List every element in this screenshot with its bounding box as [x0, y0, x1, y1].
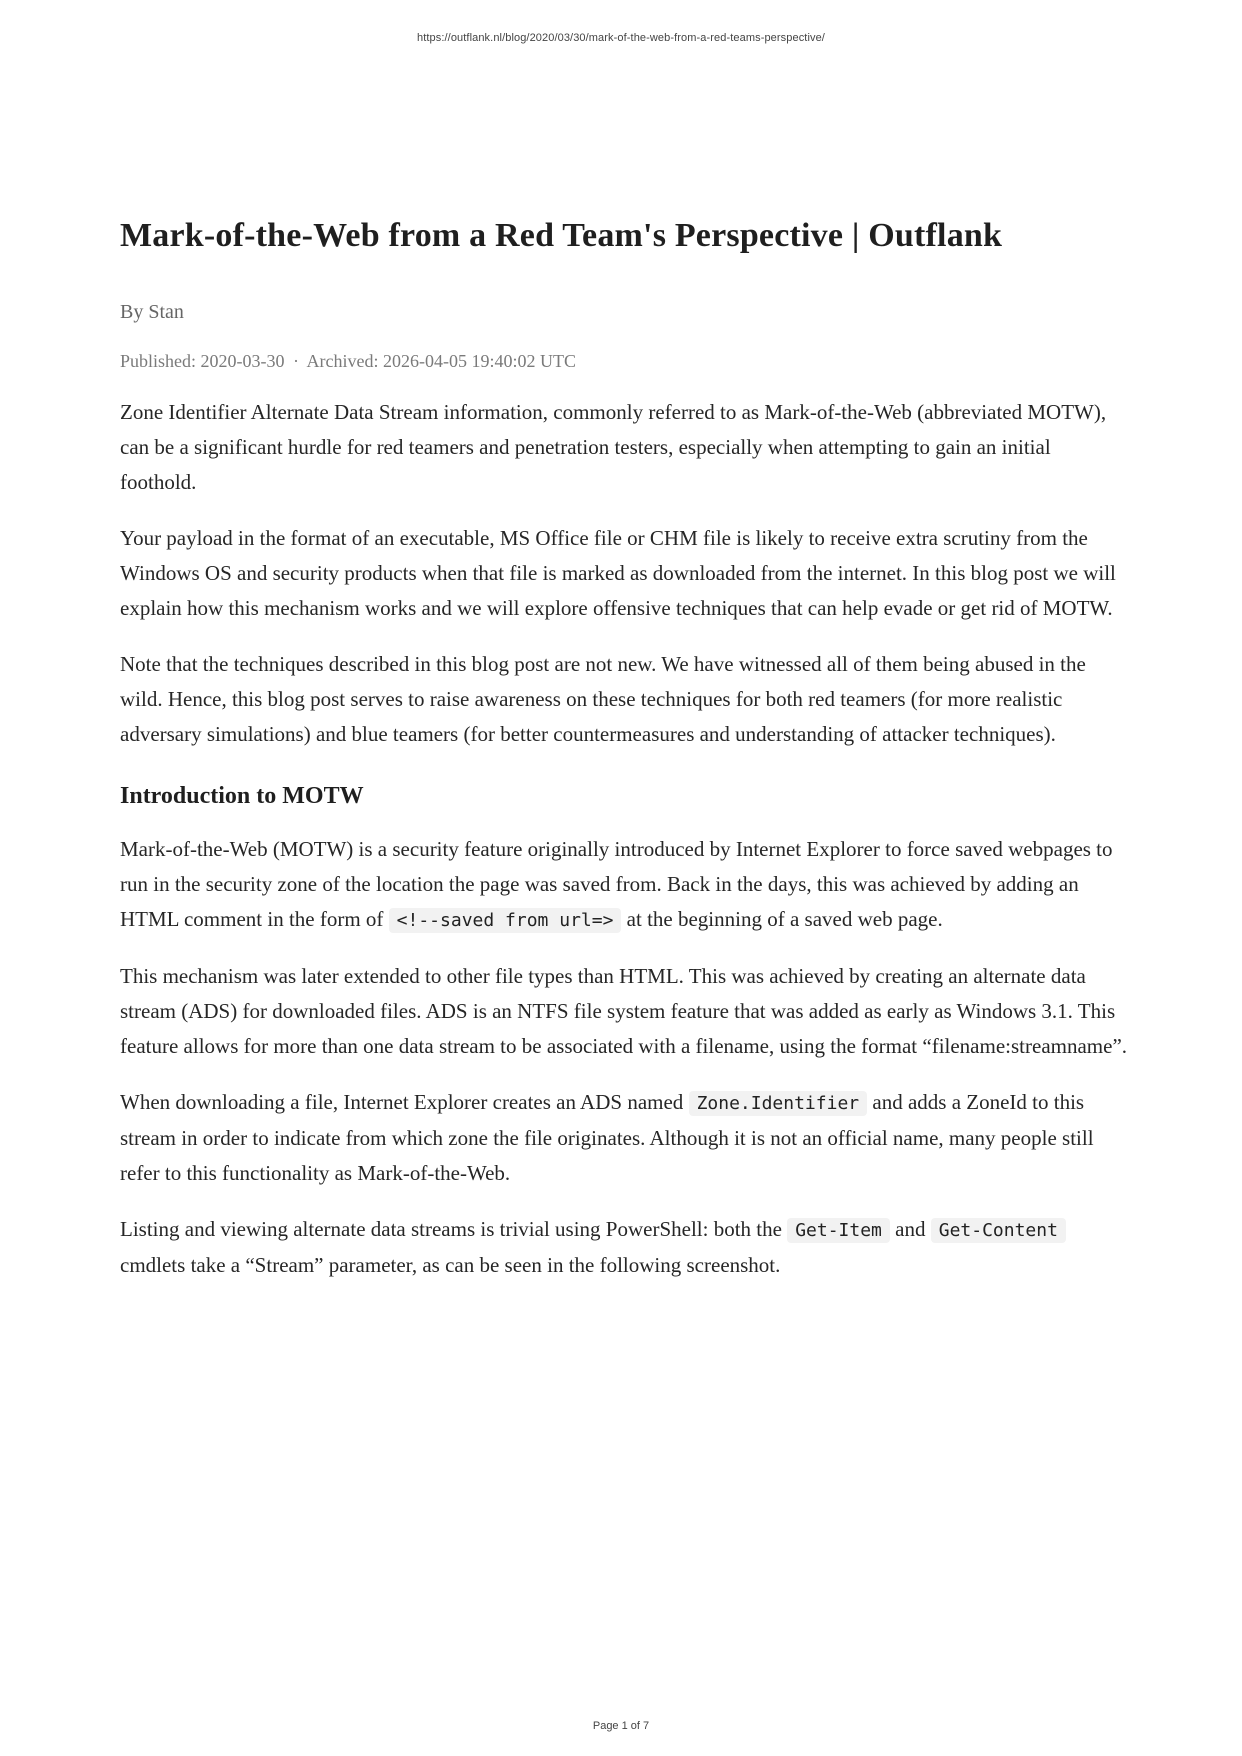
inline-code-saved-from-url: <!--saved from url=>	[389, 908, 622, 933]
motw-paragraph-3	[120, 1085, 1130, 1191]
article	[120, 214, 1130, 1304]
author-byline: By Stan	[120, 301, 184, 323]
motw-paragraph-4	[120, 1212, 1130, 1283]
paragraph-text: When downloading a file, Internet Explorer creates an ADS named	[120, 1090, 689, 1114]
published-date: Published: 2020-03-30	[120, 351, 285, 371]
article-meta	[120, 347, 1130, 375]
page-url: https://outflank.nl/blog/2020/03/30/mark-of-the-web-from-a-red-teams-perspective/	[417, 32, 825, 44]
paragraph-text: Mark-of-the-Web (MOTW) is a security feature originally introduced by Internet Explorer to force saved webpages to run in the security zone of the location the page was saved from. Back in the days, this was achieved by adding an HTML comment in the form of	[120, 837, 1113, 931]
motw-paragraph-2: This mechanism was later extended to other file types than HTML. This was achieved by creating an alternate data stream (ADS) for downloaded files. ADS is an NTFS file system feature that was added as early as Windows 3.1. This feature allows for more than one data stream to be associated with a filename, using the format “filename:streamname”.	[120, 964, 1128, 1058]
intro-paragraph: Your payload in the format of an executable, MS Office file or CHM file is likely to receive extra scrutiny from the Windows OS and security products when that file is marked as downloaded from the internet. In this blog post we will explain how this mechanism works and we will explore offensive techniques that can help evade or get rid of MOTW.	[120, 526, 1116, 620]
paragraph-text: and adds a ZoneId to this stream in order to indicate from which zone the file originates. Although it is not an official name, many people still refer to this functionality as Mark-of-the-Web.	[120, 1090, 1094, 1185]
inline-code-get-content: Get-Content	[931, 1218, 1066, 1243]
intro-paragraph: Note that the techniques described in this blog post are not new. We have witnessed all of them being abused in the wild. Hence, this blog post serves to raise awareness on these techniques for both red teamers (for more realistic adversary simulations) and blue teamers (for better countermeasures and understanding of attacker techniques).	[120, 652, 1086, 746]
section-heading: Introduction to MOTW	[120, 783, 364, 809]
article-title: Mark-of-the-Web from a Red Team's Perspective | Outflank	[120, 217, 1003, 254]
paragraph-text: and	[889, 1217, 931, 1241]
intro-paragraph: Zone Identifier Alternate Data Stream information, commonly referred to as Mark-of-the-Web (abbreviated MOTW), can be a significant hurdle for red teamers and penetration testers, especially when attempting to gain an initial foothold.	[120, 400, 1107, 494]
inline-code-get-item: Get-Item	[787, 1218, 890, 1243]
page-number: Page 1 of 7	[592, 1720, 650, 1732]
motw-paragraph-1	[120, 832, 1130, 938]
inline-code-zone-identifier: Zone.Identifier	[689, 1091, 868, 1116]
meta-separator: ·	[293, 351, 299, 371]
paragraph-text: at the beginning of a saved web page.	[621, 907, 943, 931]
archived-date: Archived: 2026-04-05 19:40:02 UTC	[306, 351, 576, 371]
paragraph-text: Listing and viewing alternate data streams is trivial using PowerShell: both the	[120, 1217, 788, 1241]
paragraph-text: cmdlets take a “Stream” parameter, as can be seen in the following screenshot.	[120, 1253, 781, 1277]
